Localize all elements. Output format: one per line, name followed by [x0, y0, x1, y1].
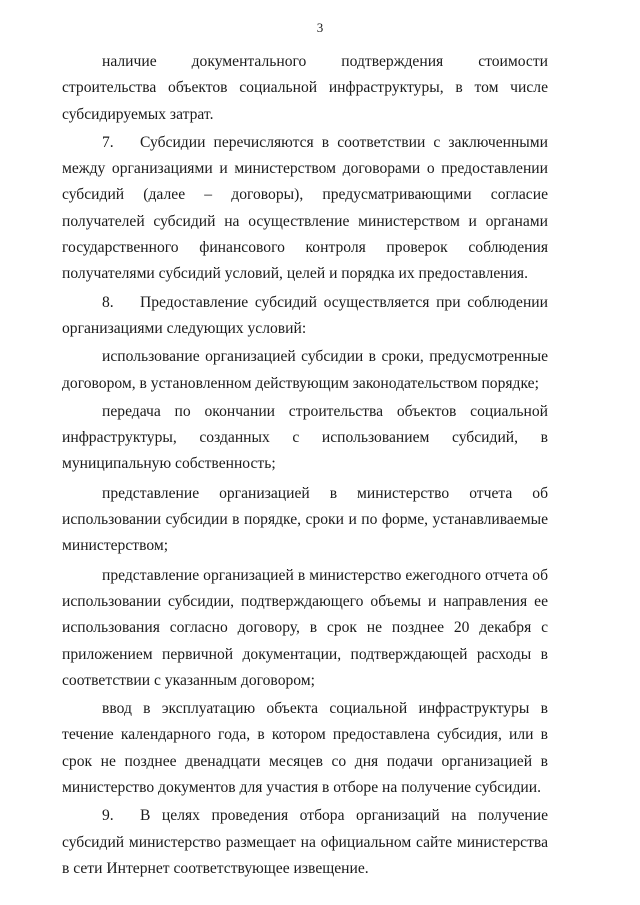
paragraph-9-number: 9.: [102, 807, 114, 825]
paragraph-doc-confirmation: наличие документального подтверждения стоимости строительства объектов социальной инфраструктуры, в том числе субсидируемых затрат.: [62, 53, 548, 123]
document-body: [62, 49, 548, 882]
paragraph-8-text: Предоставление субсидий осуществляется при соблюдении организациями следующих условий:: [62, 293, 548, 337]
condition-report: представление организацией в министерство отчета об использовании субсидии в порядке, сроки и по форме, устанавливаемые министерством;: [62, 484, 548, 555]
condition-annual-report: представление организацией в министерство ежегодного отчета об использовании субсидии, подтверждающего объемы и направления ее использования согласно договору, в срок не позднее 20 декабря с приложением первичной документации, подтверждающей расходы в соответствии с указанным договором;: [62, 566, 548, 689]
paragraph-7-text: Субсидии перечисляются в соответствии с заключенными между организациями и министерством договорами о предоставлении субсидий (далее – договоры), предусматривающими согласие получателей субсидий на осуществление министерством и органами государственного финансового контроля проверок соблюдения получателями субсидий условий, целей и порядка их предоставления.: [62, 133, 548, 283]
paragraph-8: [62, 290, 548, 343]
condition-subsidy-usage: использование организацией субсидии в сроки, предусмотренные договором, в установленном действующим законодательством порядке;: [62, 348, 548, 392]
condition-transfer-ownership: передача по окончании строительства объектов социальной инфраструктуры, созданных с использованием субсидий, в муниципальную собственность;: [62, 402, 548, 473]
paragraph-8-number: 8.: [102, 293, 114, 311]
page-number: 3: [316, 20, 324, 35]
paragraph-9: [62, 803, 548, 882]
paragraph-7: [62, 130, 548, 288]
paragraph-9-text: В целях проведения отбора организаций на получение субсидий министерство размещает на официальном сайте министерства в сети Интернет соответствующее извещение.: [62, 807, 548, 877]
paragraph-7-number: 7.: [102, 133, 114, 151]
condition-commissioning: ввод в эксплуатацию объекта социальной инфраструктуры в течение календарного года, в котором предоставлена субсидия, или в срок не позднее двенадцати месяцев со дня подачи организацией в министерство документов для участия в отборе на получение субсидии.: [62, 700, 548, 797]
